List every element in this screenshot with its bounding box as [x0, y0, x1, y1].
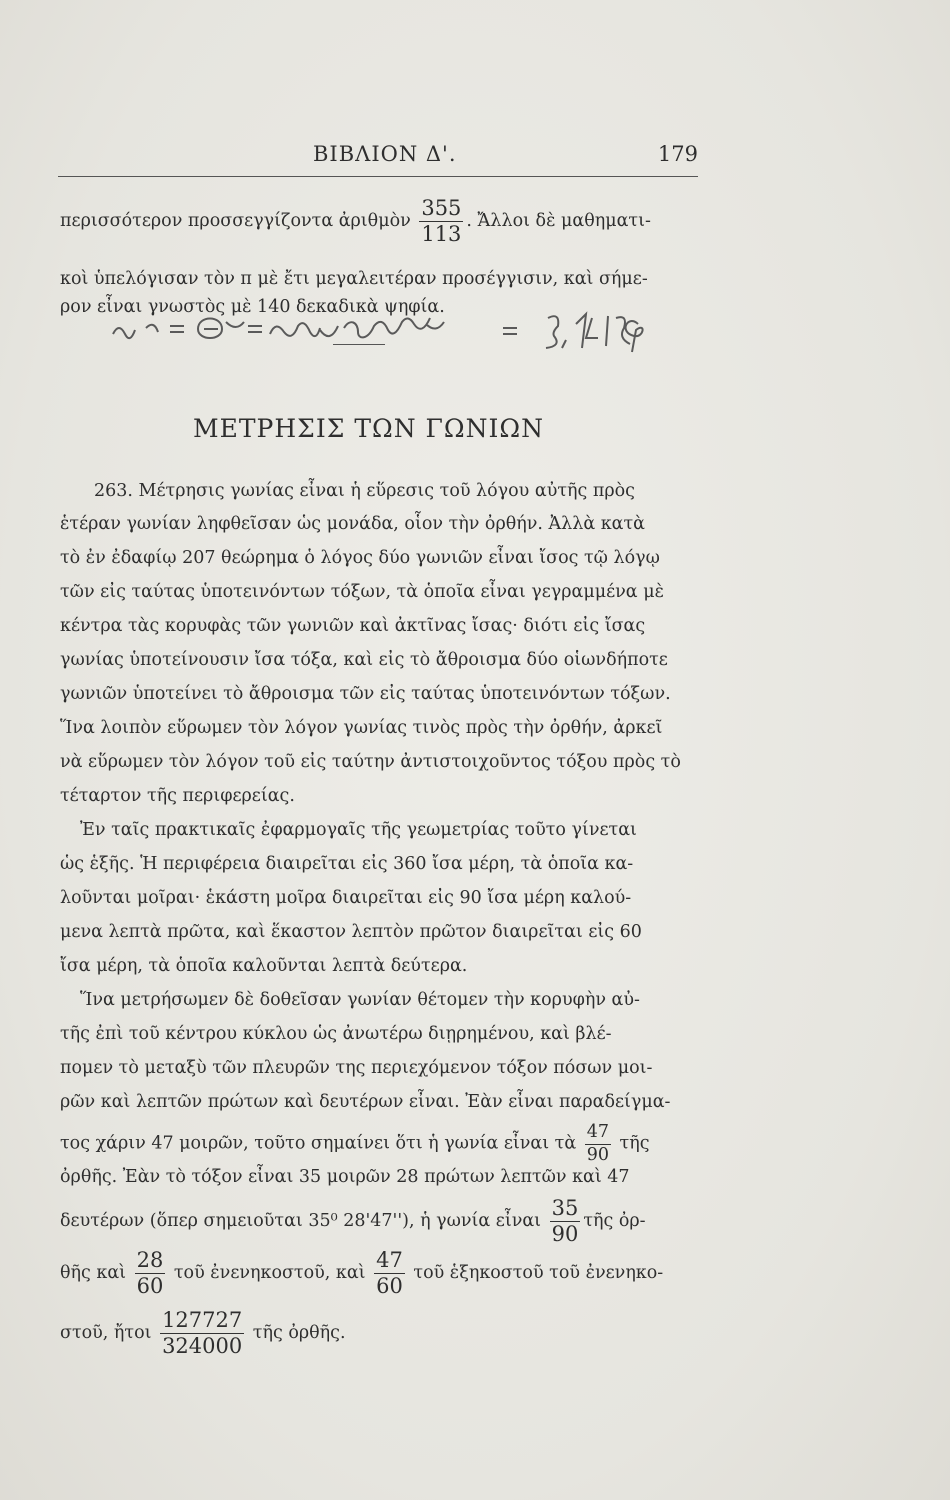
paragraph-line: νὰ εὕρωμεν τὸν λόγον τοῦ εἰς ταύτην ἀντιστοιχοῦντος τόξου πρὸς τὸ — [60, 752, 681, 772]
handwritten-annotation — [108, 304, 678, 354]
paragraph-line: λοῦνται μοῖραι· ἑκάστη μοῖρα διαιρεῖται εἰς 90 ἴσα μέρη καλού- — [60, 888, 632, 908]
section-divider — [333, 344, 385, 345]
math-line-3: δευτέρων (ὅπερ σημειοῦται 35⁰ 28'47''), ἡ γωνία εἶναι $\frac{35}{90}$ τῆς ὀρ- — [60, 1196, 646, 1246]
fraction-28-60: $\frac{28}{60}$ — [136, 1248, 164, 1298]
paragraph-line: μενα λεπτὰ πρῶτα, καὶ ἕκαστον λεπτὸν πρῶτον διαιρεῖται εἰς 60 — [60, 922, 642, 942]
header-rule — [58, 176, 698, 177]
paragraph-line: τὸ ἐν ἐδαφίῳ 207 θεώρημα ὁ λόγος δύο γωνιῶν εἶναι ἴσος τῷ λόγῳ — [60, 548, 660, 568]
page-number: 179 — [657, 142, 698, 166]
paragraph-line: τέταρτον τῆς περιφερείας. — [60, 786, 295, 806]
fraction-35-90: $\frac{35}{90}$ — [551, 1196, 579, 1246]
running-head: ΒΙΒΛΙΟΝ Δ'. — [313, 142, 457, 166]
paragraph-line: πομεν τὸ μεταξὺ τῶν πλευρῶν της περιεχόμενον τόξον πόσων μοι- — [60, 1058, 653, 1078]
paragraph-line: 263. Μέτρησις γωνίας εἶναι ἡ εὕρεσις τοῦ λόγου αὐτῆς πρὸς — [94, 481, 635, 501]
math-line-5: στοῦ, ἤτοι $\frac{127727}{324000}$ τῆς ὀρθῆς. — [60, 1308, 346, 1358]
text-line-2: κοὶ ὑπελόγισαν τὸν π μὲ ἔτι μεγαλειτέραν προσέγγισιν, καὶ σήμε- — [60, 269, 648, 289]
fraction-355-113: $\frac{355}{113}$ — [421, 196, 462, 246]
paragraph-line: ρῶν καὶ λεπτῶν πρώτων καὶ δευτέρων εἶναι. Ἐὰν εἶναι παραδείγμα- — [60, 1092, 671, 1112]
paragraph-line: κέντρα τὰς κορυφὰς τῶν γωνιῶν καὶ ἀκτῖνας ἴσας· διότι εἰς ἴσας — [60, 616, 646, 636]
paragraph-line: γωνιῶν ὑποτείνει τὸ ἄθροισμα τῶν εἰς ταύτας ὑποτεινόντων τόξων. — [60, 684, 671, 704]
section-title: ΜΕΤΡΗΣΙΣ ΤΩΝ ΓΩΝΙΩΝ — [193, 414, 544, 443]
paragraph-line: ἑτέραν γωνίαν ληφθεῖσαν ὡς μονάδα, οἷον τὴν ὀρθήν. Ἀλλὰ κατὰ — [60, 514, 645, 534]
math-line-1: τος χάριν 47 μοιρῶν, τοῦτο σημαίνει ὅτι ἡ γωνία εἶναι τὰ $\frac{47}{90}$ τῆς — [60, 1122, 650, 1165]
text-line-3: ρον εἶναι γνωστὸς μὲ 140 δεκαδικὰ ψηφία. — [60, 297, 445, 317]
text-line-1: περισσότερον προσσεγγίζοντα ἀριθμὸν $\frac{355}{113}$ . Ἄλλοι δὲ μαθηματι- — [60, 196, 651, 246]
paragraph-line: Ἐν ταῖς πρακτικαῖς ἐφαρμογαῖς τῆς γεωμετρίας τοῦτο γίνεται — [80, 820, 637, 840]
fraction-127727-324000: $\frac{127727}{324000}$ — [162, 1308, 243, 1358]
fraction-47-60: $\frac{47}{60}$ — [376, 1248, 403, 1298]
paragraph-line: γωνίας ὑποτείνουσιν ἴσα τόξα, καὶ εἰς τὸ ἄθροισμα δύο οἱωνδήποτε — [60, 650, 668, 670]
paragraph-line: ἴσα μέρη, τὰ ὁποῖα καλοῦνται λεπτὰ δεύτερα. — [60, 956, 468, 976]
paragraph-line: τῆς ἐπὶ τοῦ κέντρου κύκλου ὡς ἀνωτέρω διῃρημένου, καὶ βλέ- — [60, 1024, 612, 1044]
paragraph-line: τῶν εἰς ταύτας ὑποτεινόντων τόξων, τὰ ὁποῖα εἶναι γεγραμμένα μὲ — [60, 582, 664, 602]
paragraph-line: ὡς ἑξῆς. Ἡ περιφέρεια διαιρεῖται εἰς 360 ἴσα μέρη, τὰ ὁποῖα κα- — [60, 854, 634, 874]
fraction-47-90: $\frac{47}{90}$ — [586, 1122, 609, 1165]
math-line-4: θῆς καὶ $\frac{28}{60}$ τοῦ ἐνενηκοστοῦ, καὶ $\frac{47}{60}$ τοῦ ἑξηκοστοῦ τοῦ ἐνενηκο- — [60, 1248, 664, 1298]
paragraph-line: Ἵνα μετρήσωμεν δὲ δοθεῖσαν γωνίαν θέτομεν τὴν κορυφὴν αὐ- — [80, 990, 640, 1010]
math-line-2: ὀρθῆς. Ἐὰν τὸ τόξον εἶναι 35 μοιρῶν 28 πρώτων λεπτῶν καὶ 47 — [60, 1167, 630, 1187]
paragraph-line: Ἵνα λοιπὸν εὕρωμεν τὸν λόγον γωνίας τινὸς πρὸς τὴν ὀρθήν, ἀρκεῖ — [60, 718, 663, 738]
handwriting-scribble-icon — [108, 304, 678, 354]
page-header — [58, 138, 698, 174]
